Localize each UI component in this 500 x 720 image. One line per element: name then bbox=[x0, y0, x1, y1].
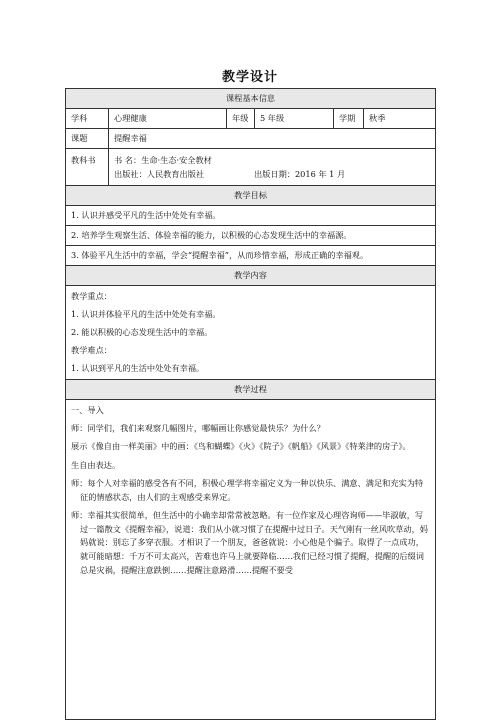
process-cell bbox=[66, 400, 436, 720]
process-paragraph: 生自由表达。 bbox=[71, 459, 121, 470]
process-paragraph: 师：每个人对幸福的感受各有不同，积极心理学将幸福定义为一种以快乐、满意、满足和充实为特征的情感状态，由人们的主观感受来界定。 bbox=[71, 477, 424, 502]
textbook-label: 教科书 bbox=[66, 149, 109, 186]
term-label: 学期 bbox=[334, 109, 364, 129]
page-title: 教学设计 bbox=[221, 70, 278, 85]
process-paragraph: 一、导入 bbox=[71, 405, 104, 415]
key-point-item: 1. 认识并体验平凡的生活中处处有幸福。 bbox=[71, 309, 221, 319]
term-value: 秋季 bbox=[364, 109, 436, 129]
section-process: 教学过程 bbox=[66, 380, 436, 400]
objective-item: 3. 体验平凡生活中的幸福，学会“提醒幸福”，从而珍惜幸福，形成正确的幸福观。 bbox=[66, 246, 436, 266]
publish-date: 出版日期：2016 年 1 月 bbox=[254, 169, 346, 179]
lesson-plan-table bbox=[65, 88, 436, 720]
difficulty-item: 1. 认识到平凡的生活中处处有幸福。 bbox=[71, 363, 205, 373]
objective-item: 2. 培养学生观察生活、体验幸福的能力，以积极的心态发现生活中的幸福源。 bbox=[66, 226, 436, 246]
grade-label: 年级 bbox=[227, 109, 255, 129]
subject-value: 心理健康 bbox=[109, 109, 227, 129]
topic-value: 提醒幸福 bbox=[109, 129, 436, 149]
textbook-info bbox=[109, 149, 436, 186]
topic-label: 课题 bbox=[66, 129, 109, 149]
process-paragraph: 师：幸福其实很简单，但生活中的小确幸却常常被忽略。有一位作家及心理咨询师——毕淑敏，写过一篇散文《提醒幸福》，说道：我们从小就习惯了在提醒中过日子。天气刚有一丝风吹草动，妈妈就说：别忘了多穿衣服。才相识了一个朋友，爸爸就说：小心他是个骗子。取得了一点成功，就可能暗想：千万不可太高兴，苦难也许马上就要降临……我们已经习惯了提醒，提醒的后缀词总是灾祸，提醒注意跌倒……提醒注意路滑……提醒不要受 bbox=[71, 509, 428, 575]
subject-label: 学科 bbox=[66, 109, 109, 129]
book-name: 书 名：生命·生态·安全教材 bbox=[114, 155, 212, 165]
key-point-item: 2. 能以积极的心态发现生活中的幸福。 bbox=[71, 327, 213, 337]
publisher-line bbox=[114, 167, 430, 181]
key-points-heading: 教学重点： bbox=[71, 291, 112, 301]
section-objectives: 教学目标 bbox=[66, 186, 436, 206]
objective-item: 1. 认识并感受平凡的生活中处处有幸福。 bbox=[66, 206, 436, 226]
section-content: 教学内容 bbox=[66, 266, 436, 286]
content-cell bbox=[66, 286, 436, 380]
difficulty-heading: 教学难点： bbox=[71, 345, 112, 355]
grade-value: 5 年级 bbox=[255, 109, 334, 129]
section-basic-info: 课程基本信息 bbox=[66, 89, 436, 109]
process-paragraph: 展示《像自由一样美丽》中的画：《鸟和蝴蝶》《火》《院子》《帆船》《风景》《特莱津的房子》。 bbox=[71, 441, 411, 452]
publisher: 出版社：人民教育出版社 bbox=[114, 169, 205, 179]
process-paragraph: 师：同学们，我们来观察几幅图片，哪幅画让你感觉最快乐？为什么？ bbox=[71, 423, 325, 434]
